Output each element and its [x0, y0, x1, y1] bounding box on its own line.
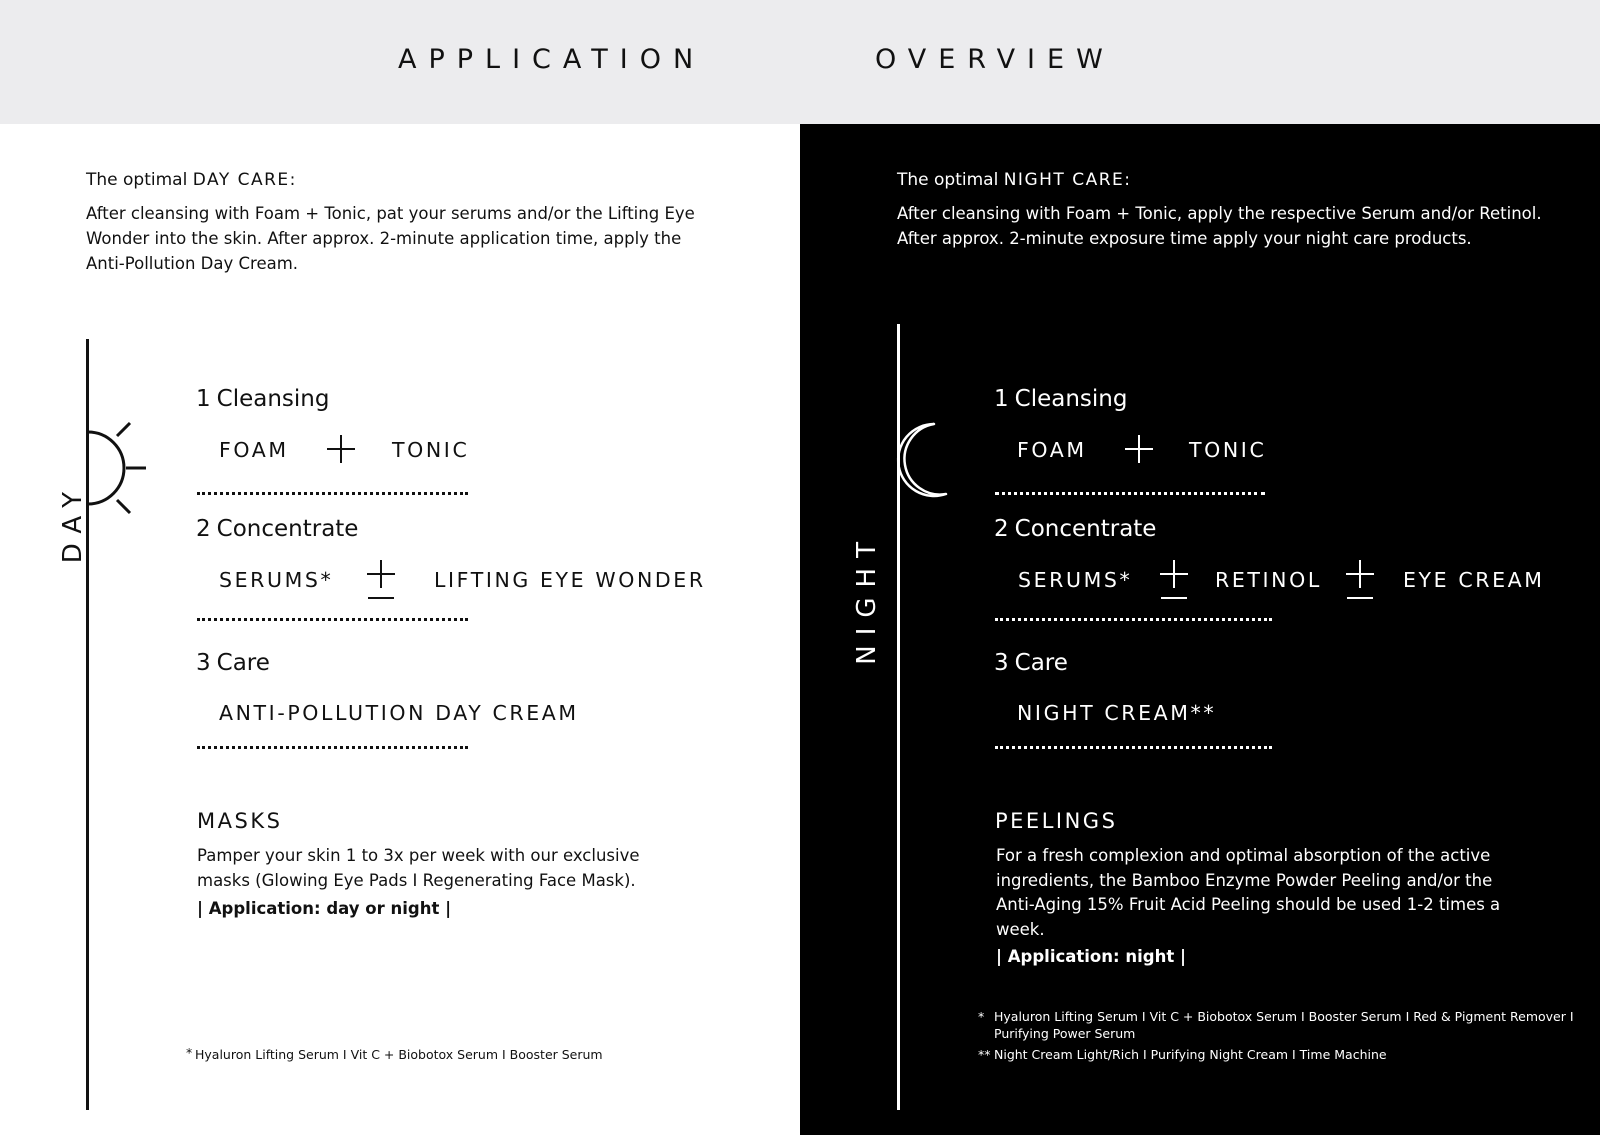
night-intro-body [897, 201, 1577, 251]
step-label: Concentrate [1014, 516, 1157, 542]
night-footnote-1 [978, 1008, 1578, 1042]
step-number: 1 [994, 386, 1009, 412]
day-step-2-title [196, 516, 358, 542]
day-step-1-divider [197, 492, 468, 495]
day-product-tonic: TONIC [392, 438, 470, 462]
footnote-mark: * [978, 1009, 985, 1024]
step-number: 3 [994, 650, 1009, 676]
day-section-heading: MASKS [197, 809, 283, 833]
day-intro-line: Wonder into the skin. After approx. 2-minute application time, apply the [86, 229, 682, 248]
night-step-2-title [994, 516, 1156, 542]
plus-icon [1124, 435, 1154, 465]
night-intro-suffix: : [1124, 170, 1130, 190]
day-intro-line: Anti-Pollution Day Cream. [86, 254, 299, 273]
day-step-3-title [196, 650, 270, 676]
footnote-text: Purifying Power Serum [994, 1026, 1136, 1041]
step-label: Cleansing [1014, 386, 1128, 412]
night-footnote-2 [978, 1046, 1578, 1063]
night-step-3-title [994, 650, 1068, 676]
sun-icon [88, 420, 150, 516]
step-number: 3 [196, 650, 211, 676]
night-intro-prefix: The optimal [897, 170, 1004, 190]
footnote-mark: * [186, 1045, 193, 1060]
night-intro-line: After cleansing with Foam + Tonic, apply the respective Serum and/or Retinol. [897, 204, 1542, 223]
night-intro-title [897, 168, 1577, 193]
day-step-1-title [196, 386, 329, 412]
day-intro-line: After cleansing with Foam + Tonic, pat your serums and/or the Lifting Eye [86, 204, 695, 223]
day-vertical-label: DAY [58, 482, 88, 564]
night-product-night-cream: NIGHT CREAM** [1017, 701, 1217, 725]
step-number: 2 [196, 516, 211, 542]
night-product-tonic: TONIC [1189, 438, 1267, 462]
day-section-line: Pamper your skin 1 to 3x per week with our exclusive [197, 846, 640, 865]
footnote-text: Night Cream Light/Rich I Purifying Night Cream I Time Machine [994, 1047, 1387, 1062]
night-step-1-title [994, 386, 1127, 412]
night-timeline-line [897, 324, 900, 1110]
moon-icon [910, 422, 950, 498]
night-vertical-label: NIGHT [852, 532, 882, 665]
night-step-3-divider [995, 746, 1272, 749]
step-number: 2 [994, 516, 1009, 542]
step-label: Care [216, 650, 270, 676]
night-intro [897, 168, 1577, 251]
night-section-body [996, 844, 1576, 942]
header-title-right: OVERVIEW [875, 44, 1115, 75]
day-section-body [197, 844, 717, 893]
header-bar [0, 0, 1600, 124]
day-product-lifting-eye-wonder: LIFTING EYE WONDER [434, 568, 706, 592]
night-section-line: week. [996, 919, 1045, 939]
day-product-foam: FOAM [219, 438, 289, 462]
day-step-2-divider [197, 618, 468, 621]
night-section-line: ingredients, the Bamboo Enzyme Powder Peeling and/or the [996, 870, 1493, 890]
day-intro-body [86, 201, 776, 276]
header-title-left: APPLICATION [398, 44, 706, 75]
night-intro-line: After approx. 2-minute exposure time apply your night care products. [897, 229, 1472, 248]
step-label: Cleansing [216, 386, 330, 412]
day-panel [0, 124, 800, 1135]
plus-minus-icon [1345, 560, 1375, 600]
night-section-line: Anti-Aging 15% Fruit Acid Peeling should be used 1-2 times a [996, 895, 1501, 914]
day-intro [86, 168, 776, 276]
night-product-serums: SERUMS* [1018, 568, 1133, 592]
day-footnote [186, 1046, 686, 1063]
day-intro-title [86, 168, 776, 193]
night-section-application: | Application: night | [996, 947, 1186, 966]
night-step-1-divider [995, 492, 1265, 495]
day-section-application: | Application: day or night | [197, 899, 452, 918]
night-product-retinol: RETINOL [1215, 568, 1322, 592]
day-section-line: masks (Glowing Eye Pads I Regenerating Face Mask). [197, 870, 636, 890]
day-intro-suffix: : [289, 170, 296, 190]
plus-minus-icon [1159, 560, 1189, 600]
day-step-3-divider [197, 746, 468, 749]
day-intro-caps: DAY CARE [192, 170, 290, 190]
plus-icon [326, 435, 356, 465]
day-product-serums: SERUMS* [219, 568, 334, 592]
step-number: 1 [196, 386, 211, 412]
step-label: Concentrate [216, 516, 359, 542]
footnote-text: Hyaluron Lifting Serum I Vit C + Biobotox Serum I Booster Serum [195, 1047, 603, 1062]
night-panel [800, 124, 1600, 1135]
footnote-text: Hyaluron Lifting Serum I Vit C + Biobotox Serum I Booster Serum I Red & Pigment Remover I [994, 1009, 1574, 1024]
night-step-2-divider [995, 618, 1272, 621]
night-product-eye-cream: EYE CREAM [1403, 568, 1545, 592]
day-product-day-cream: ANTI-POLLUTION DAY CREAM [219, 701, 579, 725]
plus-minus-icon [366, 560, 396, 600]
night-product-foam: FOAM [1017, 438, 1087, 462]
footnote-mark: ** [978, 1047, 991, 1062]
night-section-line: For a fresh complexion and optimal absorption of the active [996, 846, 1491, 865]
night-section-heading: PEELINGS [995, 809, 1118, 833]
day-intro-prefix: The optimal [86, 170, 193, 190]
night-intro-caps: NIGHT CARE [1003, 170, 1125, 190]
step-label: Care [1014, 650, 1068, 676]
